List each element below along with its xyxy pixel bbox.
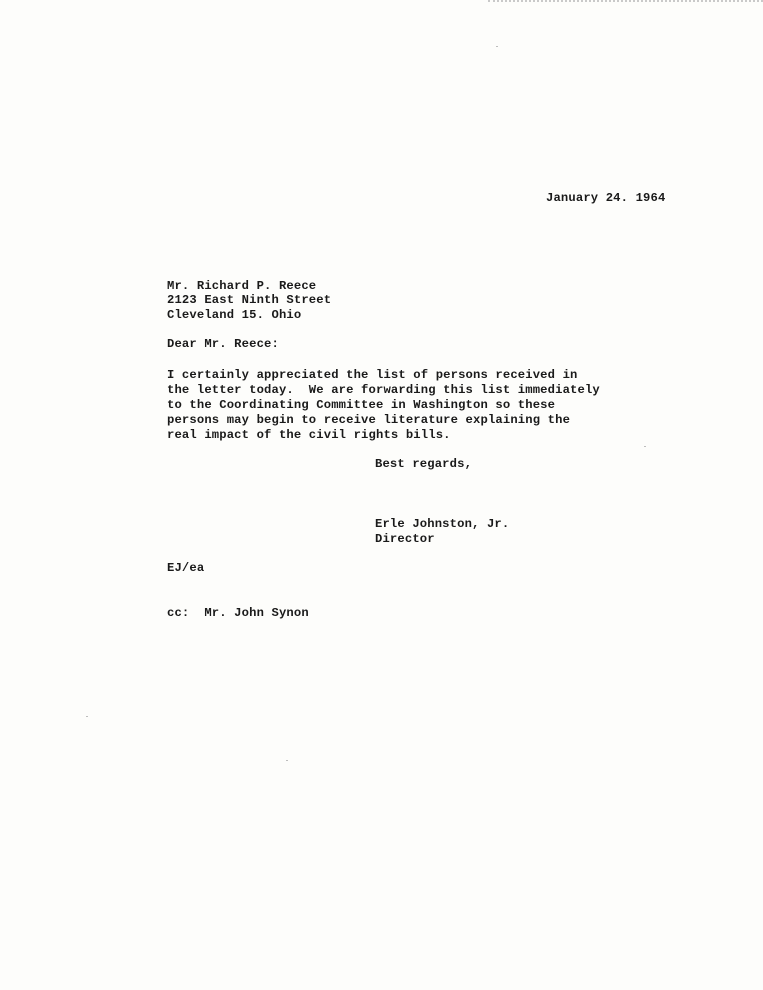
scan-speck [644,446,646,447]
scan-speck [86,716,88,717]
recipient-name: Mr. Richard P. Reece [167,279,317,293]
recipient-street: 2123 East Ninth Street [167,293,332,307]
letter-date: January 24. 1964 [546,191,666,205]
body-line: the letter today. We are forwarding this list immediately [167,383,600,397]
body-line: persons may begin to receive literature explaining the [167,413,571,427]
body-line: I certainly appreciated the list of persons received in [167,368,578,382]
signature-title: Director [375,532,435,546]
scan-edge-marks [488,0,763,2]
body-line: real impact of the civil rights bills. [167,428,451,442]
typist-initials: EJ/ea [167,561,205,575]
scan-speck [496,46,498,47]
signature-name: Erle Johnston, Jr. [375,517,510,531]
recipient-city: Cleveland 15. Ohio [167,308,302,322]
closing: Best regards, [375,457,473,471]
body-line: to the Coordinating Committee in Washington so these [167,398,556,412]
salutation: Dear Mr. Reece: [167,337,279,351]
carbon-copy-line: cc: Mr. John Synon [167,606,309,620]
scan-speck [286,760,288,761]
